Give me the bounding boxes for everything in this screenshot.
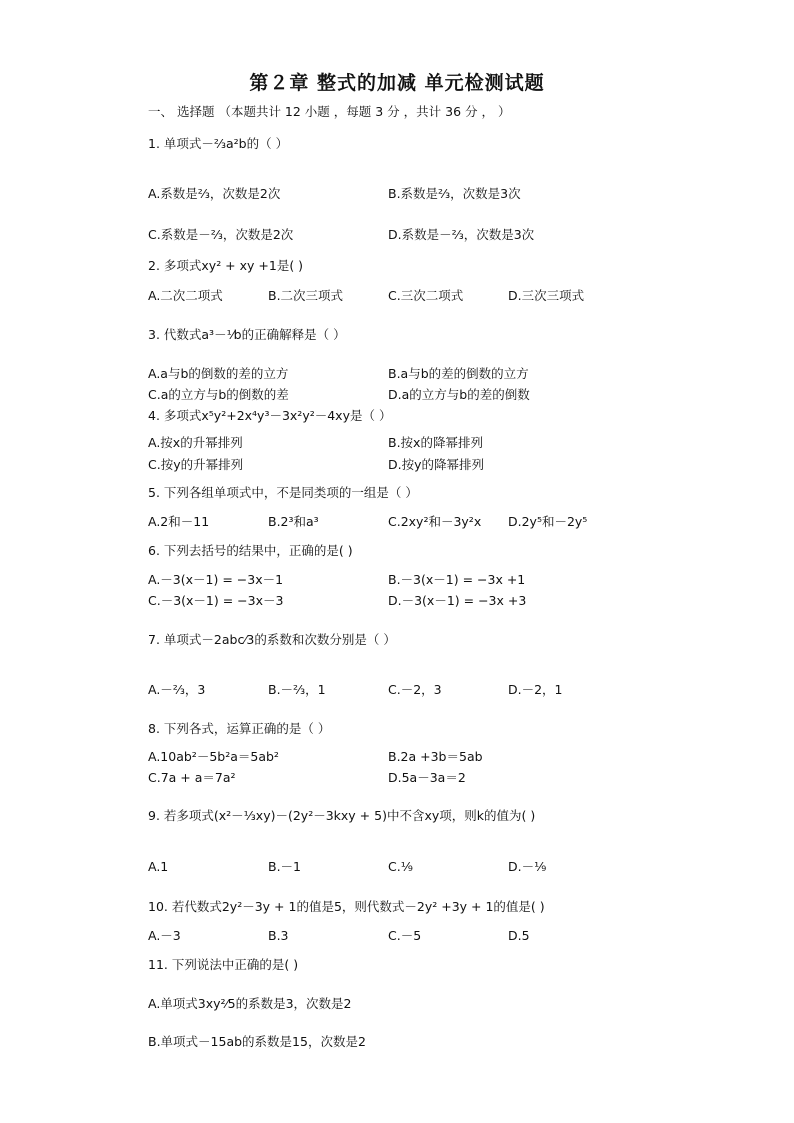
question-3-option-d: D.a的立方与b的差的倒数 (388, 387, 530, 402)
question-2-stem: 2. 多项式xy² + xy +1是( ) (148, 258, 304, 273)
question-10-option-a: A.－3 (148, 928, 181, 943)
question-2-option-a: A.二次二项式 (148, 288, 223, 303)
question-1-option-c: C.系数是－⅔，次数是2次 (148, 227, 294, 242)
question-4-stem: 4. 多项式x⁵y²+2x⁴y³－3x²y²－4xy是（ ） (148, 408, 392, 423)
question-2-option-c: C.三次二项式 (388, 288, 464, 303)
question-7-option-b: B.－⅔，1 (268, 682, 326, 697)
question-8-option-b: B.2a +3b＝5ab (388, 749, 483, 764)
question-1-option-b: B.系数是⅔，次数是3次 (388, 186, 521, 201)
question-6-option-b: B.－3(x－1) = −3x +1 (388, 572, 526, 587)
question-7-option-d: D.－2，1 (508, 682, 563, 697)
question-6-option-d: D.－3(x－1) = −3x +3 (388, 593, 527, 608)
question-3-option-b: B.a与b的差的倒数的立方 (388, 366, 529, 381)
question-1-option-a: A.系数是⅔，次数是2次 (148, 186, 281, 201)
question-5-option-a: A.2和－11 (148, 514, 210, 529)
question-8-stem: 8. 下列各式，运算正确的是（ ） (148, 721, 331, 736)
question-11-option-a: A.单项式3xy²⁄5的系数是3，次数是2 (148, 996, 352, 1011)
question-6-stem: 6. 下列去括号的结果中，正确的是( ) (148, 543, 353, 558)
question-8-option-a: A.10ab²－5b²a＝5ab² (148, 749, 279, 764)
question-3-option-c: C.a的立方与b的倒数的差 (148, 387, 289, 402)
question-8-option-d: D.5a－3a＝2 (388, 770, 466, 785)
question-10-option-b: B.3 (268, 928, 289, 943)
question-1-option-d: D.系数是－⅔，次数是3次 (388, 227, 535, 242)
question-10-option-d: D.5 (508, 928, 530, 943)
question-4-option-d: D.按y的降幂排列 (388, 457, 484, 472)
question-7-option-a: A.－⅔，3 (148, 682, 206, 697)
question-9-option-b: B.－1 (268, 859, 302, 874)
question-4-option-b: B.按x的降幂排列 (388, 435, 483, 450)
question-5-option-c: C.2xy²和－3y²x (388, 514, 482, 529)
question-7-stem: 7. 单项式－2abc⁄3的系数和次数分别是（ ） (148, 632, 396, 647)
question-11-option-b: B.单项式－15ab的系数是15，次数是2 (148, 1034, 366, 1049)
question-8-option-c: C.7a + a＝7a² (148, 770, 236, 785)
question-5-option-b: B.2³和a³ (268, 514, 319, 529)
question-3-stem: 3. 代数式a³－⅟b的正确解释是（ ） (148, 327, 346, 342)
question-9-option-c: C.⅑ (388, 859, 413, 874)
question-2-option-b: B.二次三项式 (268, 288, 344, 303)
question-5-option-d: D.2y⁵和－2y⁵ (508, 514, 588, 529)
question-1-stem: 1. 单项式－⅔a²b的（ ） (148, 136, 289, 151)
question-4-option-c: C.按y的升幂排列 (148, 457, 244, 472)
question-9-option-a: A.1 (148, 859, 169, 874)
question-5-stem: 5. 下列各组单项式中，不是同类项的一组是（ ） (148, 485, 418, 500)
question-9-stem: 9. 若多项式(x²－⅓xy)－(2y²－3kxy + 5)中不含xy项，则k的值为( ) (148, 808, 536, 823)
question-9-option-d: D.－⅑ (508, 859, 547, 874)
question-7-option-c: C.－2，3 (388, 682, 442, 697)
question-10-option-c: C.－5 (388, 928, 422, 943)
section-heading: 一、 选择题 （本题共计 12 小题 ，每题 3 分 ，共计 36 分 ， ） (148, 104, 511, 119)
question-3-option-a: A.a与b的倒数的差的立方 (148, 366, 289, 381)
page-title: 第２章 整式的加减 单元检测试题 (249, 72, 545, 94)
question-4-option-a: A.按x的升幂排列 (148, 435, 243, 450)
question-6-option-a: A.－3(x－1) = −3x－1 (148, 572, 284, 587)
question-2-option-d: D.三次三项式 (508, 288, 585, 303)
question-10-stem: 10. 若代数式2y²－3y + 1的值是5，则代数式－2y² +3y + 1的值是( ) (148, 899, 545, 914)
question-11-stem: 11. 下列说法中正确的是( ) (148, 957, 299, 972)
question-6-option-c: C.－3(x－1) = −3x－3 (148, 593, 284, 608)
